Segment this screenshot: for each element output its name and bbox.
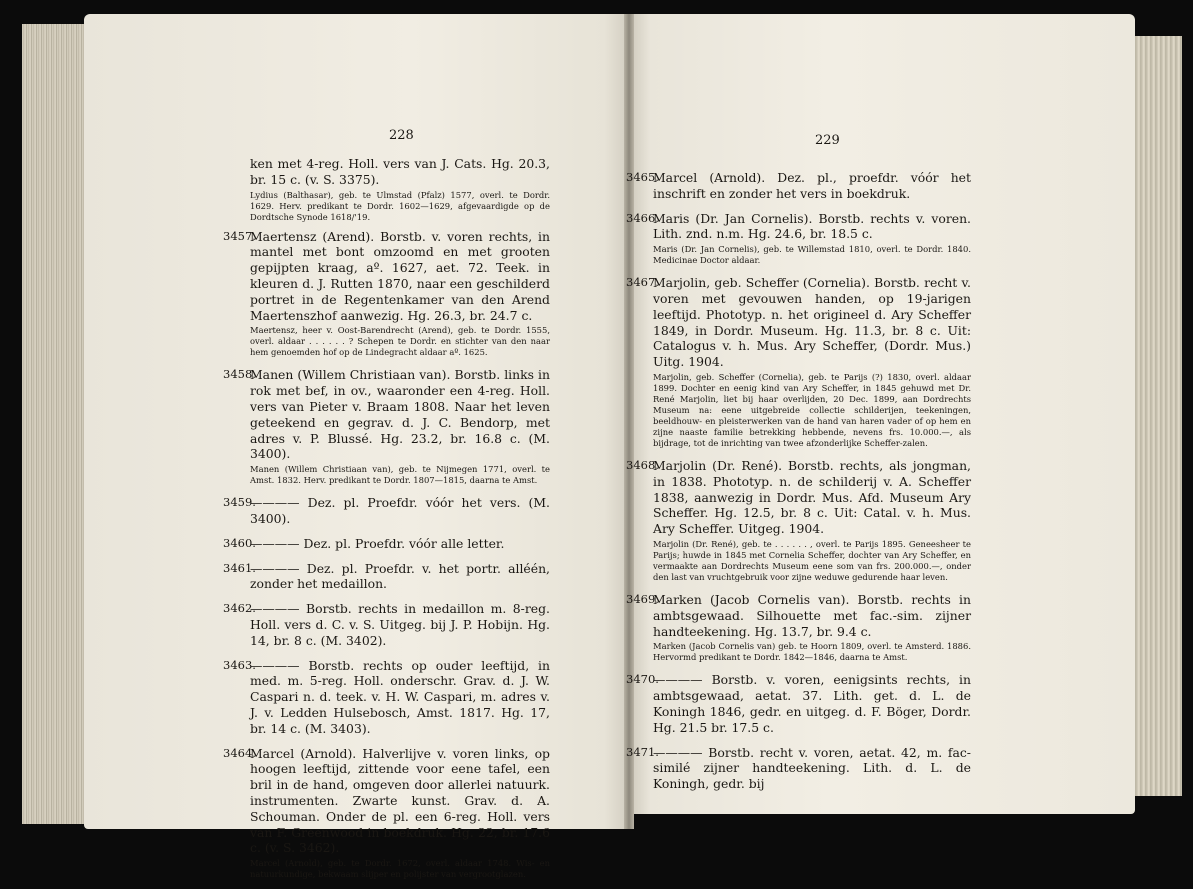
entry-number: 3463. (223, 657, 256, 672)
entry-note: Maris (Dr. Jan Cornelis), geb. te Willemstad 1810, overl. te Dordr. 1840. Medicinae Doctor aldaar. (653, 244, 971, 266)
catalog-entry (223, 560, 550, 593)
entry-text: ———— Borstb. rechts op ouder leeftijd, in med. m. 5-reg. Holl. onderschr. Grav. d. J. W. Caspari n. d. teek. v. H. W. Caspari, m. adres v. J. v. Ledden Hulsebosch, Amst. 1817. Hg. 17, br. 14 c. (M. 3403). (250, 657, 550, 736)
entry-number: 3464. (223, 745, 256, 760)
catalog-entry (626, 591, 971, 663)
entry-text: Maertensz (Arend). Borstb. v. voren rechts, in mantel met bont omzoomd en met grooten gepijpten kraag, aº. 1627, aet. 72. Teek. in kleuren d. J. Rutten 1870, naar een geschilderd portret in de Regentenkamer van den Arend Maertenszhof aanwezig. Hg. 26.3, br. 24.7 c. (250, 228, 550, 323)
entry-text: ———— Dez. pl. Proefdr. v. het portr. alléén, zonder het medaillon. (250, 560, 550, 592)
entry-text: ———— Dez. pl. Proefdr. vóór het vers. (M. 3400). (250, 495, 550, 526)
page-number-right: 229 (815, 133, 840, 148)
catalog-entry (223, 495, 550, 527)
entry-text: Marjolin (Dr. René). Borstb. rechts, als jongman, in 1838. Phototyp. n. de schilderij v. A. Scheffer 1838, aanwezig in Dordr. Mus. Afd. Museum Ary Scheffer. Hg. 12.5, br. 8 c. Uit: Catal. v. h. Mus. Ary Scheffer. Uitgeg. 1904. (653, 457, 971, 537)
catalog-entry (626, 744, 971, 792)
page-number-left: 228 (389, 128, 414, 143)
open-book (22, 14, 1182, 840)
left-column (223, 156, 550, 889)
book-gutter (624, 14, 634, 829)
entry-number: 3459. (223, 495, 256, 510)
entry-text: Marken (Jacob Cornelis van). Borstb. rechts in ambtsgewaad. Silhouette met fac.-sim. zijner handteekening. Hg. 13.7, br. 9.4 c. (653, 591, 971, 639)
entry-text: ———— Dez. pl. Proefdr. vóór alle letter. (250, 535, 505, 551)
catalog-entry (223, 228, 550, 359)
entry-text: Manen (Willem Christiaan van). Borstb. links in rok met bef, in ov., waaronder een 4-reg. Holl. vers van Pieter v. Braam 1808. Naar het leven geteekend en gegrav. d. J. C. Bendorp, met adres v. P. Blussé. Hg. 23.2, br. 16.8 c. (M. 3400). (250, 367, 550, 462)
catalog-entry (223, 367, 550, 486)
right-entries (626, 170, 971, 792)
entry-note: Marjolin (Dr. René), geb. te . . . . . . , overl. te Parijs 1895. Geneesheer te Parijs; huwde in 1845 met Cornelia Scheffer, dochter van Ary Scheffer, en vermaakte aan Dordrechts Museum eene som van frs. 200.000.—, onder den last van vruchtgebruik voor zijne weduwe gedurende haar leven. (653, 538, 971, 582)
entry-text: ken met 4-reg. Holl. vers van J. Cats. Hg. 20.3, br. 15 c. (v. S. 3375). (250, 156, 550, 187)
catalog-entry (626, 457, 971, 583)
entry-note: Maertensz, heer v. Oost-Barendrecht (Arend), geb. te Dordr. 1555, overl. aldaar . . . . . . ? Schepen te Dordr. en stichter van den naar hem genoemden hof op de Lindegracht aldaar aº. 1625. (250, 325, 550, 358)
entry-note: Lydius (Balthasar), geb. te Ulmstad (Pfalz) 1577, overl. te Dordr. 1629. Herv. predikant te Dordr. 1602—1629, afgevaardigde op de Dordtsche Synode 1618/'19. (250, 189, 550, 222)
catalog-entry (223, 657, 550, 737)
entry-number: 3457. (223, 228, 256, 243)
catalog-entry (626, 210, 971, 267)
catalog-entry (626, 275, 971, 449)
entry-number: 3458. (223, 367, 256, 382)
page-edges-left (22, 24, 92, 824)
entry-number: 3465. (626, 170, 659, 184)
left-entries (223, 228, 550, 881)
entry-number: 3467. (626, 275, 659, 290)
entry-number: 3471. (626, 744, 659, 759)
entry-text: Maris (Dr. Jan Cornelis). Borstb. rechts v. voren. Lith. znd. n.m. Hg. 24.6, br. 18.5 c. (653, 210, 971, 242)
right-column (626, 170, 971, 801)
entry-note: Marjolin, geb. Scheffer (Cornelia), geb. te Parijs (?) 1830, overl. aldaar 1899. Dochter en eenig kind van Ary Scheffer, in 1845 gehuwd met Dr. René Marjolin, liet bij haar overlijden, 20 Dec. 1899, aan Dordrechts Museum na: eene uitgebreide collectie schilderijen, teekeningen, beeldhouw- en pleisterwerken van de hand van haren vader of op hem en zijne naaste familie betrekking hebbende, nevens frs. 10.000.—, als bijdrage, tot de inrichting van twee afzonderlijke Scheffer-zalen. (653, 371, 971, 448)
catalog-entry (223, 535, 550, 552)
page-edges-right (1132, 36, 1182, 796)
catalog-entry (626, 170, 971, 202)
catalog-entry (223, 601, 550, 648)
entry-number: 3468. (626, 457, 659, 472)
entry-number: 3460. (223, 535, 256, 550)
entry-number: 3470. (626, 672, 659, 687)
continuation-entry (250, 156, 550, 223)
entry-note: Manen (Willem Christiaan van), geb. te Nijmegen 1771, overl. te Amst. 1832. Herv. predikant te Dordr. 1807—1815, daarna te Amst. (250, 464, 550, 486)
entry-text: ———— Borstb. v. voren, eenigsints rechts, in ambtsgewaad, aetat. 37. Lith. get. d. L. de Koningh 1846, gedr. en uitgeg. d. F. Böger, Dordr. Hg. 21.5 br. 17.5 c. (653, 672, 971, 735)
catalog-entry (626, 672, 971, 735)
entry-text: ———— Borstb. rechts in medaillon m. 8-reg. Holl. vers d. C. v. S. Uitgeg. bij J. P. Hobijn. Hg. 14, br. 8 c. (M. 3402). (250, 601, 550, 648)
entry-number: 3462. (223, 601, 256, 616)
entry-note: Marken (Jacob Cornelis van) geb. te Hoorn 1809, overl. te Amsterd. 1886. Hervormd predikant te Dordr. 1842—1846, daarna te Amst. (653, 641, 971, 663)
entry-text: Marcel (Arnold). Halverlijve v. voren links, op hoogen leeftijd, zittende voor eene tafel, een bril in de hand, omgeven door allerlei natuurk. instrumenten. Zwarte kunst. Grav. d. A. Schouman. Onder de pl. een 6-reg. Holl. vers van F. Greenwood in boekdruk. Hg. 22, br. 17.6 c. (v. S. 3462). (250, 745, 550, 856)
entry-number: 3466. (626, 210, 659, 225)
entry-number: 3469. (626, 591, 659, 606)
entry-text: Marcel (Arnold). Dez. pl., proefdr. vóór het inschrift en zonder het vers in boekdruk. (653, 170, 971, 201)
entry-number: 3461. (223, 560, 256, 575)
catalog-entry (223, 745, 550, 881)
entry-note: Marcel (Arnold), geb. te Dordr. 1672, overl. aldaar 1748. Wis- en natuurkundige, bekwaam slijper en polijster van vergrootglazen. (250, 858, 550, 880)
entry-text: Marjolin, geb. Scheffer (Cornelia). Borstb. recht v. voren met gevouwen handen, op 19-jarigen leeftijd. Phototyp. n. het origineel d. Ary Scheffer 1849, in Dordr. Museum. Hg. 11.3, br. 8 c. Uit: Catalogus v. h. Mus. Ary Scheffer, (Dordr. Mus.) Uitg. 1904. (653, 275, 971, 370)
entry-text: ———— Borstb. recht v. voren, aetat. 42, m. fac-similé zijner handteekening. Lith. d. L. de Koningh, gedr. bij (653, 744, 971, 792)
